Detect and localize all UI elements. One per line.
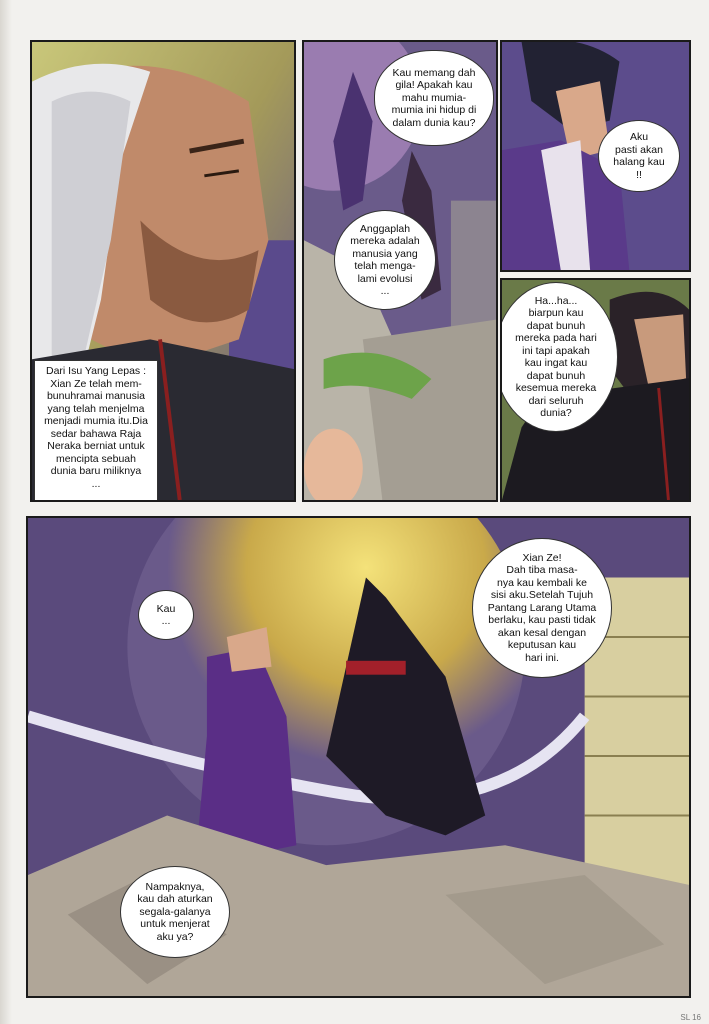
speech-bubble-taunt: Ha...ha... biarpun kau dapat bunuh mereka pada hari ini tapi apakah kau ingat kau dapat bunuh kesemua mereka dari seluruh dunia? (500, 282, 618, 432)
speech-bubble-trap: Nampaknya, kau dah aturkan segala-galanya untuk menjerat aku ya? (120, 866, 230, 958)
speech-bubble-summons: Xian Ze! Dah tiba masa- nya kau kembali ke sisi aku.Setelah Tujuh Pantang Larang Utama berlaku, kau pasti tidak akan kesal dengan keputusan kau hari ini. (472, 538, 612, 678)
panel-moon-mummies (302, 40, 498, 502)
panel-elder-portrait (30, 40, 296, 502)
panel-villain-taunt (500, 278, 691, 502)
speech-bubble-accusation: Kau memang dah gila! Apakah kau mahu mumia- mumia ini hidup di dalam dunia kau? (374, 50, 494, 146)
narration-caption: Dari Isu Yang Lepas : Xian Ze telah mem- bunuhramai manusia yang telah menjelma menjadi mumia itu.Dia sedar bahawa Raja Neraka berniat untuk mencipta sebuah dunia baru miliknya ... (34, 360, 158, 502)
panel-confrontation (26, 516, 691, 998)
speech-bubble-hesitation: Kau ... (138, 590, 194, 640)
speech-bubble-evolution: Anggaplah mereka adalah manusia yang telah menga- lami evolusi ... (334, 210, 436, 310)
page-binding-edge (0, 0, 12, 1024)
panel-hero-vow (500, 40, 691, 272)
page-number-mark: SL 16 (680, 1013, 701, 1022)
speech-bubble-vow: Aku pasti akan halang kau !! (598, 120, 680, 192)
